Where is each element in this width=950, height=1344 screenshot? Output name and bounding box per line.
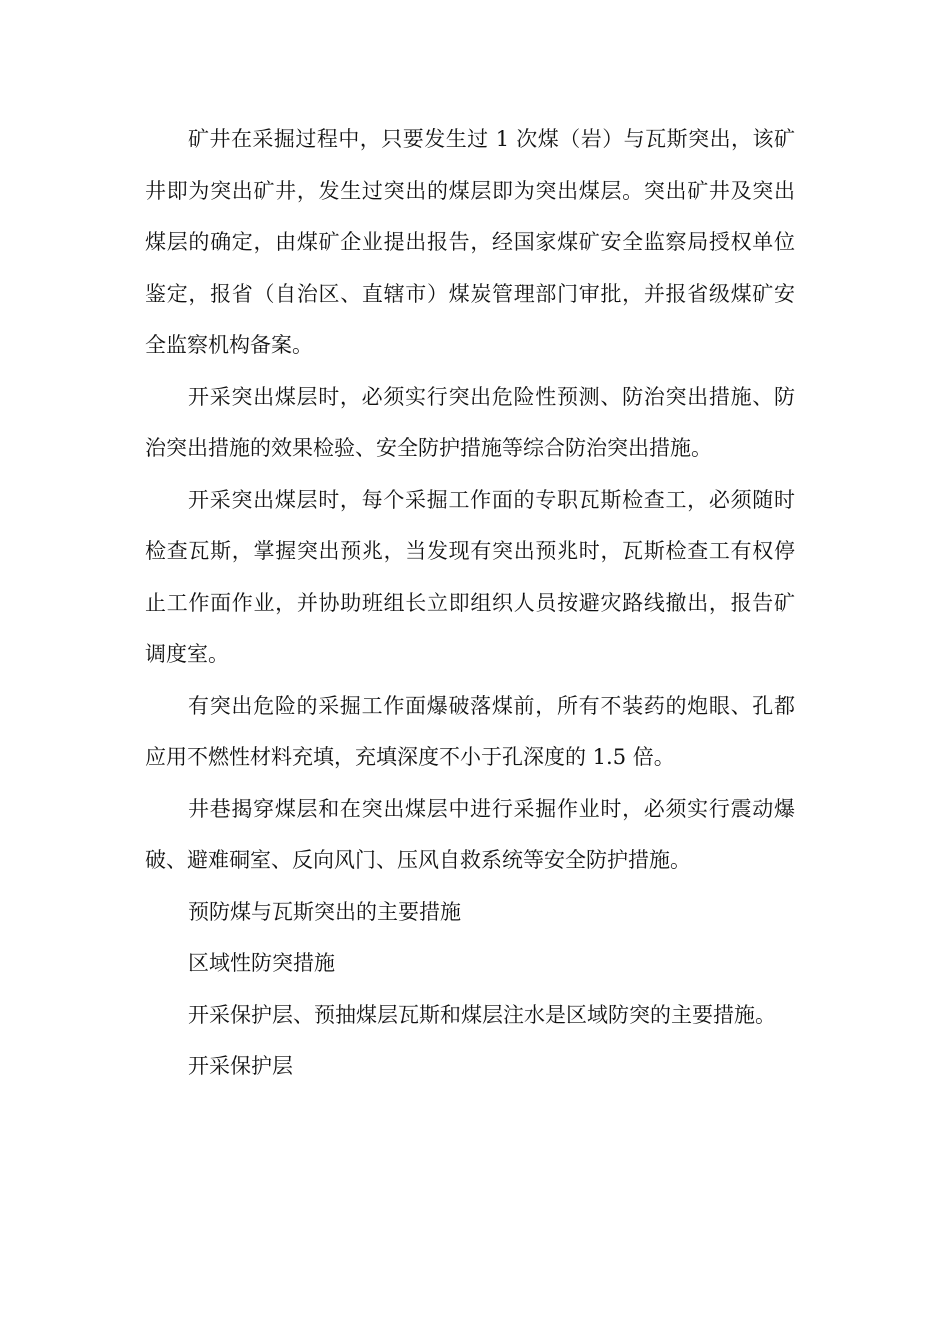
paragraph-gas-inspector-duties: 开采突出煤层时，每个采掘工作面的专职瓦斯检查工，必须随时检查瓦斯，掌握突出预兆，当发现有突出预兆时，瓦斯检查工有权停止工作面作业，并协助班组长立即组织人员按避灾路线撤出，报告矿调度室。 [145,487,795,666]
heading-protective-layer: 开采保护层 [188,1054,293,1078]
document-body [145,114,795,1093]
paragraph-regional-main-measures: 开采保护层、预抽煤层瓦斯和煤层注水是区域防突的主要措施。 [188,1002,776,1027]
heading-main-prevention-measures: 预防煤与瓦斯突出的主要措施 [188,899,461,924]
heading-regional-measures: 区域性防突措施 [188,951,335,975]
paragraph-blasthole-filling: 有突出危险的采掘工作面爆破落煤前，所有不装药的炮眼、孔都应用不燃性材料充填，充填深度不小于孔深度的 1.5 倍。 [145,693,795,769]
paragraph-safety-protection: 井巷揭穿煤层和在突出煤层中进行采掘作业时，必须实行震动爆破、避难硐室、反向风门、压风自救系统等安全防护措施。 [145,796,795,872]
paragraph-comprehensive-measures: 开采突出煤层时，必须实行突出危险性预测、防治突出措施、防治突出措施的效果检验、安全防护措施等综合防治突出措施。 [145,384,795,460]
paragraph-outburst-mine-definition: 矿井在采掘过程中，只要发生过 1 次煤（岩）与瓦斯突出，该矿井即为突出矿井，发生过突出的煤层即为突出煤层。突出矿井及突出煤层的确定，由煤矿企业提出报告，经国家煤矿安全监察局授权单位鉴定，报省（自治区、直辖市）煤炭管理部门审批，并报省级煤矿安全监察机构备案。 [145,127,795,357]
